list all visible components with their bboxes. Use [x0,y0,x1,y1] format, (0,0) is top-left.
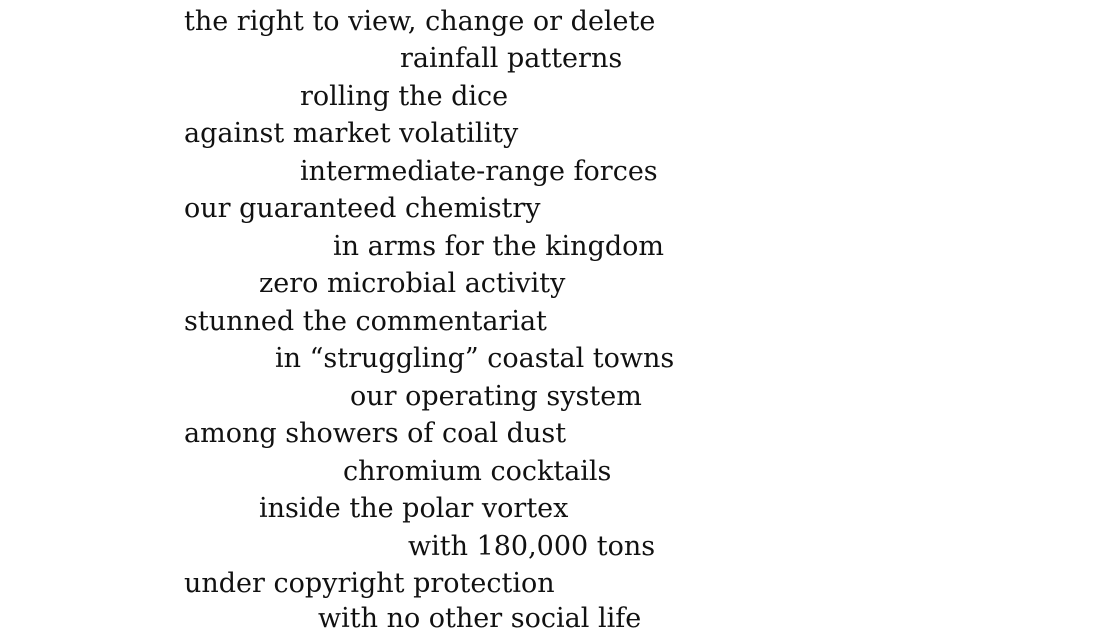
poem-line: rainfall patterns [400,43,623,74]
poem-line: against market volatility [184,118,519,149]
poem-line: our guaranteed chemistry [184,193,541,224]
poem-line: in “struggling” coastal towns [275,343,675,374]
poem-line: among showers of coal dust [184,418,567,449]
poem-line: inside the polar vortex [259,493,569,524]
poem-line: zero microbial activity [259,268,566,299]
poem-line: in arms for the kingdom [333,231,665,262]
poem-line: rolling the dice [300,81,509,112]
poem-line: with no other social life [318,603,642,634]
poem-line: stunned the commentariat [184,306,547,337]
poem-line: our operating system [350,381,642,412]
poem-line: under copyright protection [184,568,555,599]
poem-line: intermediate-range forces [300,156,658,187]
poem-line: chromium cocktails [343,456,612,487]
poem-line: the right to view, change or delete [184,6,656,37]
poem-line: with 180,000 tons [408,531,656,562]
